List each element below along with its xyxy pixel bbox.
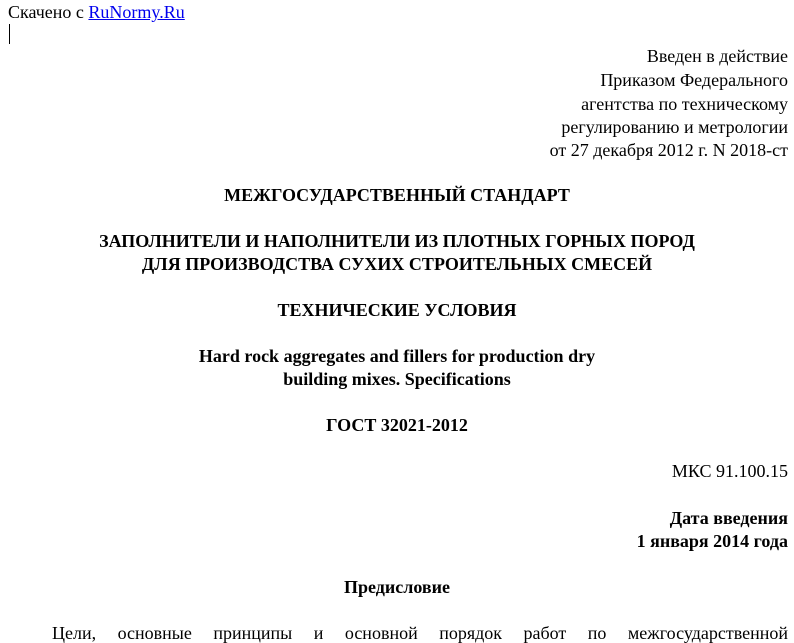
english-title-line-2: building mixes. Specifications: [283, 369, 511, 389]
download-source: [8, 2, 185, 22]
date-label: Дата введения: [669, 508, 788, 528]
intro-line-5: от 27 декабря 2012 г. N 2018-ст: [549, 140, 788, 160]
preface-heading: Предисловие: [344, 577, 450, 597]
preface-paragraph: Цели, основные принципы и основной порядок работ по межгосударственной: [52, 623, 788, 643]
intro-line-3: агентства по техническому: [581, 94, 788, 114]
intro-line-4: регулированию и метрологии: [561, 117, 788, 137]
document-header: МЕЖГОСУДАРСТВЕННЫЙ СТАНДАРТ: [224, 185, 570, 205]
mks-code: МКС 91.100.15: [671, 461, 788, 481]
text-cursor: [9, 24, 10, 44]
intro-line-2: Приказом Федерального: [600, 70, 788, 90]
gost-number: ГОСТ 32021-2012: [326, 415, 468, 435]
subtitle: ТЕХНИЧЕСКИЕ УСЛОВИЯ: [277, 300, 517, 320]
download-prefix: Скачено с: [8, 2, 89, 22]
title-line-1: ЗАПОЛНИТЕЛИ И НАПОЛНИТЕЛИ ИЗ ПЛОТНЫХ ГОРНЫХ ПОРОД: [99, 231, 695, 251]
title-line-2: ДЛЯ ПРОИЗВОДСТВА СУХИХ СТРОИТЕЛЬНЫХ СМЕСЕЙ: [141, 254, 653, 274]
intro-line-1: Введен в действие: [646, 46, 788, 66]
runormy-link[interactable]: RuNormy.Ru: [88, 2, 185, 22]
english-title-line-1: Hard rock aggregates and fillers for production dry: [198, 346, 596, 366]
date-value: 1 января 2014 года: [636, 531, 788, 551]
